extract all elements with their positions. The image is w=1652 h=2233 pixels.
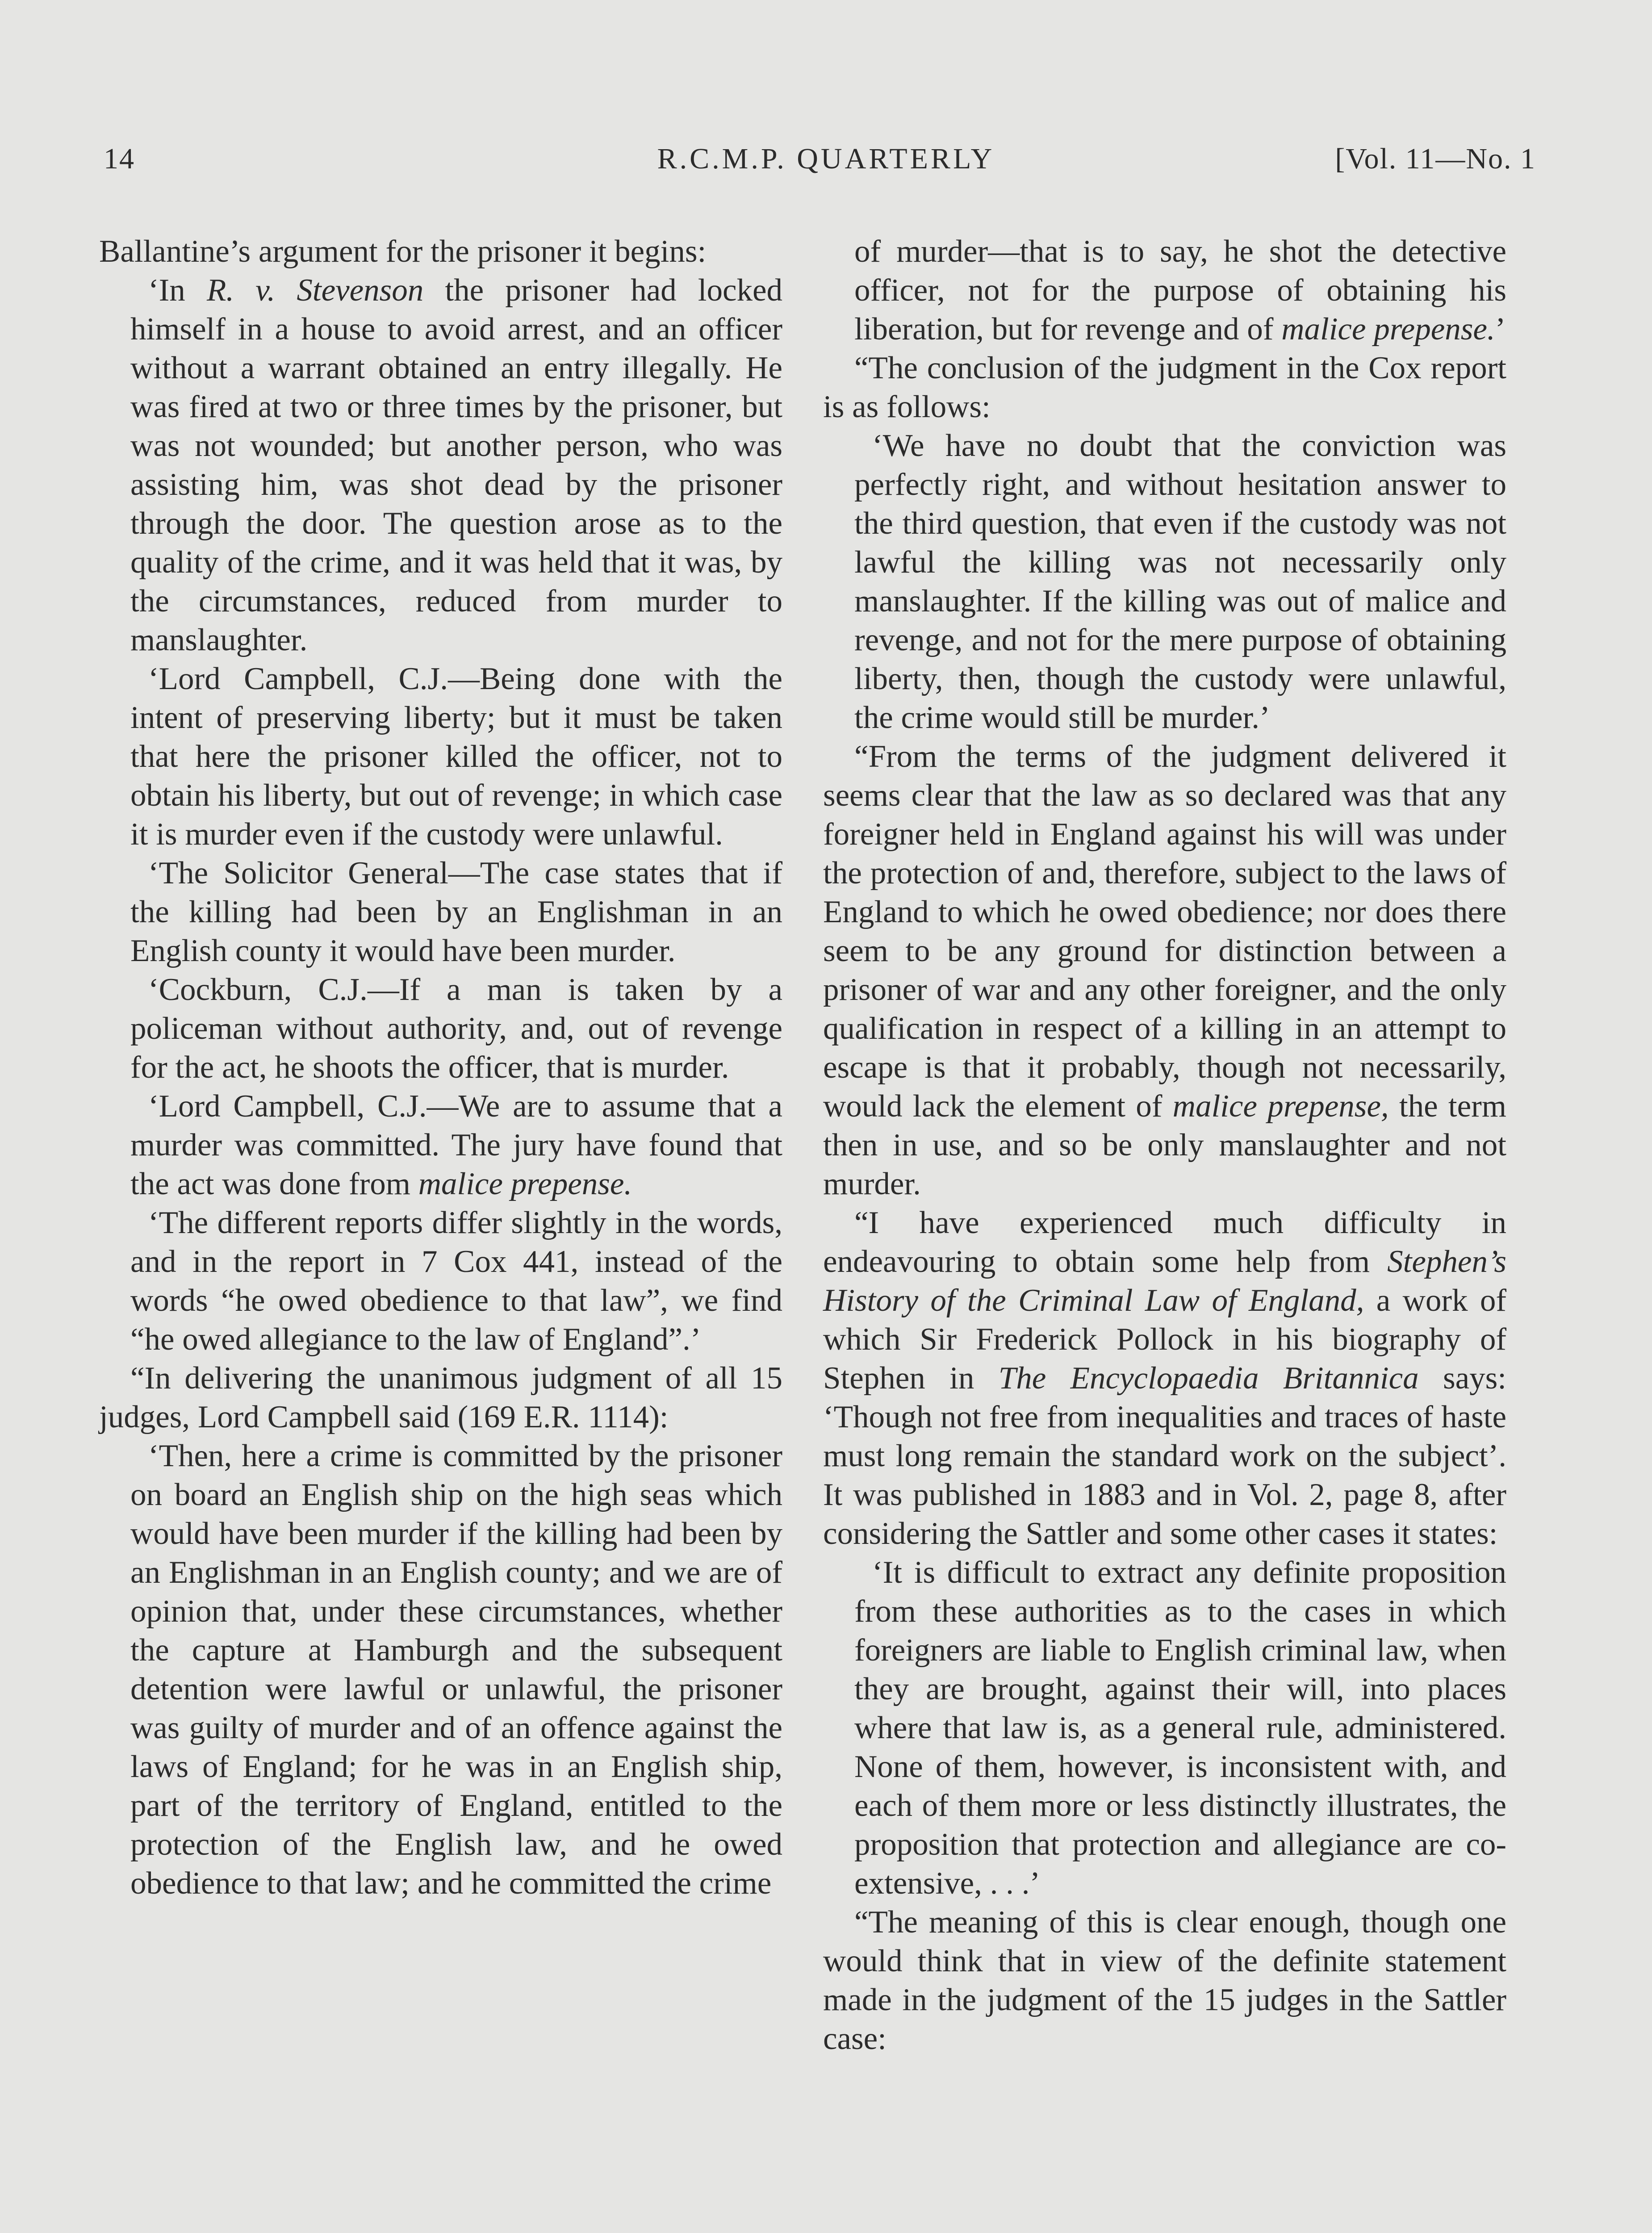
italic-text: R. v. Stevenson [206,273,424,308]
text-run: “I have experienced much difficulty in endeavouring to obtain some help from [823,1205,1506,1279]
text-run: ‘In [148,273,207,308]
paragraph [99,1359,782,1437]
text-run: Ballantine’s argument for the prisoner it begins: [99,234,707,269]
paragraph [99,1204,782,1359]
text-run: “From the terms of the judgment delivered it seems clear that the law as so declared was that any foreigner held in England against his will was under the protection of and, therefore, subject to the laws of England to which he owed obedience; nor does there seem to be any ground for distinction between a prisoner of war and any other foreigner, and the only qualification in respect of a killing in an attempt to escape is that it probably, though not necessarily, would lack the element of [823,739,1506,1124]
text-run: ‘Cockburn, C.J.—If a man is taken by a policeman without authority, and, out of revenge for the act, he shoots the officer, that is murder. [130,972,782,1085]
right-column [823,232,1506,2058]
paragraph [823,1903,1506,2058]
volume-issue: [Vol. 11—No. 1 [1335,142,1536,175]
text-run: ‘We have no doubt that the conviction was perfectly right, and without hesitation answer to the third question, that even if the custody was not lawful the killing was not necessarily only manslaughter. If the killing was out of malice and revenge, and not for the mere purpose of obtaining liberty, then, though the custody were unlawful, the crime would still be murder.’ [854,428,1506,735]
text-run: ‘Lord Campbell, C.J.—Being done with the intent of preserving liberty; but it must be taken that here the prisoner killed the officer, not to obtain his liberty, but out of revenge; in which case it is murder even if the custody were unlawful. [130,661,782,852]
paragraph [823,1204,1506,1553]
paragraph [99,1087,782,1204]
paragraph [99,232,782,271]
text-run: ‘The different reports differ slightly in the words, and in the report in 7 Cox 441, instead of the words “he owed obedience to that law”, we find “he owed allegiance to the law of England”.’ [130,1205,782,1357]
text-run: “The conclusion of the judgment in the Cox report is as follows: [823,351,1506,424]
italic-text: malice prepense. [1281,312,1495,347]
left-column [99,232,782,1903]
italic-text: malice prepense. [418,1167,632,1201]
text-run: ’ [1495,312,1506,347]
page-number: 14 [104,142,135,175]
paragraph [99,854,782,970]
text-run: ‘Then, here a crime is committed by the prisoner on board an English ship on the high seas which would have been murder if the killing had been by an Englishman in an English county; and we are of opinion that, under these circumstances, whether the capture at Hamburgh and the subsequent detention were lawful or unlawful, the prisoner was guilty of murder and of an offence against the laws of England; for he was in an English ship, part of the territory of England, entitled to the protection of the English law, and he owed obedience to that law; and he committed the crime [130,1438,782,1901]
paragraph [823,1553,1506,1903]
paragraph [99,1437,782,1903]
text-run: the term then in use, and so be only manslaughter and not murder. [823,1089,1506,1201]
text-run: ‘Lord Campbell, C.J.—We are to assume that a murder was committed. The jury have found that the act was done from [130,1089,782,1201]
text-run: says: ‘Though not free from inequalities and traces of haste must long remain the standard work on the subject’. It was published in 1883 and in Vol. 2, page 8, after considering the Sattler and some other cases it states: [823,1361,1506,1551]
paragraph [823,427,1506,737]
paragraph [823,232,1506,349]
italic-text: malice prepense, [1172,1089,1389,1124]
italic-text: Stephen’s History of the Criminal Law of England, [823,1244,1506,1318]
paragraph [99,660,782,854]
running-title: R.C.M.P. QUARTERLY [657,142,995,175]
text-run: ‘The Solicitor General—The case states that if the killing had been by an Englishman in an English county it would have been murder. [130,856,782,968]
text-run: the prisoner had locked himself in a house to avoid arrest, and an officer without a warrant obtained an entry illegally. He was fired at two or three times by the prisoner, but was not wounded; but another person, who was assisting him, was shot dead by the prisoner through the door. The question arose as to the quality of the crime, and it was held that it was, by the circumstances, reduced from murder to manslaughter. [130,273,782,657]
paragraph [99,970,782,1087]
text-run: “The meaning of this is clear enough, though one would think that in view of the definite statement made in the judgment of the 15 judges in the Sattler case: [823,1905,1506,2056]
paragraph [99,271,782,660]
text-run: of murder—that is to say, he shot the detective officer, not for the purpose of obtaining his liberation, but for revenge and of [854,234,1506,347]
text-run: ‘It is difficult to extract any definite proposition from these authorities as to the cases in which foreigners are liable to English criminal law, when they are brought, against their will, into places where that law is, as a general rule, administered. None of them, however, is inconsistent with, and each of them more or less distinctly illustrates, the proposition that protection and allegiance are co-extensive, . . .’ [854,1555,1506,1901]
text-run: “In delivering the unanimous judgment of all 15 judges, Lord Campbell said (169 E.R. 1114): [99,1361,782,1434]
text-run: a work of which Sir Frederick Pollock in his biography of Stephen in [823,1283,1506,1396]
paragraph [823,349,1506,427]
paragraph [823,737,1506,1204]
italic-text: The Encyclopaedia Britannica [998,1361,1419,1396]
